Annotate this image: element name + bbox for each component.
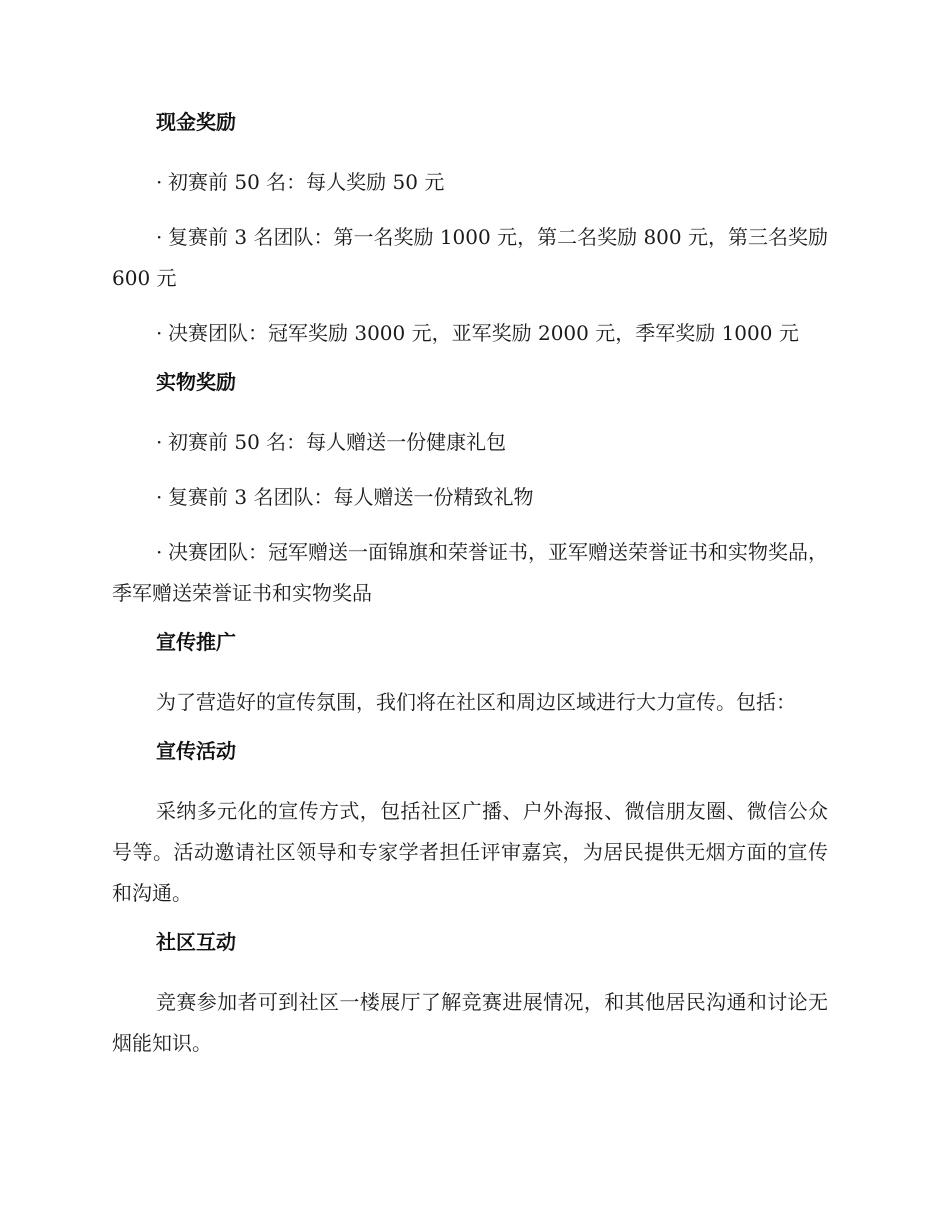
section-heading-promo-activities: 宣传活动 — [156, 739, 236, 763]
bullet-icon: · — [156, 540, 163, 564]
bullet-text: 复赛前 3 名团队：每人赠送一份精致礼物 — [168, 485, 534, 509]
section-heading-promotion: 宣传推广 — [156, 630, 236, 654]
section-heading-community-interaction: 社区互动 — [156, 930, 236, 954]
section-heading-physical-reward: 实物奖励 — [156, 370, 236, 394]
body-paragraph: 竞赛参加者可到社区一楼展厅了解竞赛进展情况，和其他居民沟通和讨论无烟能知识。 — [112, 990, 828, 1055]
bullet-text: 决赛团队：冠军赠送一面锦旗和荣誉证书，亚军赠送荣誉证书和实物奖品，季军赠送荣誉证书和实物奖品 — [112, 540, 828, 605]
bullet-item — [112, 477, 828, 518]
bullet-icon: · — [156, 170, 163, 194]
body-paragraph: 为了营造好的宣传氛围，我们将在社区和周边区域进行大力宣传。包括： — [156, 690, 796, 714]
document-body — [112, 108, 828, 1078]
bullet-icon: · — [156, 225, 163, 249]
section-heading-cash-reward: 现金奖励 — [156, 110, 236, 134]
bullet-icon: · — [156, 485, 163, 509]
bullet-text: 初赛前 50 名：每人奖励 50 元 — [168, 170, 445, 194]
bullet-icon: · — [156, 430, 163, 454]
bullet-item — [112, 217, 828, 299]
bullet-item — [112, 422, 828, 463]
bullet-item — [112, 162, 828, 203]
bullet-text: 决赛团队：冠军奖励 3000 元，亚军奖励 2000 元，季军奖励 1000 元 — [168, 321, 799, 345]
bullet-text: 初赛前 50 名：每人赠送一份健康礼包 — [168, 430, 507, 454]
bullet-text: 复赛前 3 名团队：第一名奖励 1000 元，第二名奖励 800 元，第三名奖励 600 元 — [112, 225, 828, 290]
bullet-item — [112, 313, 828, 354]
body-paragraph: 采纳多元化的宣传方式，包括社区广播、户外海报、微信朋友圈、微信公众号等。活动邀请社区领导和专家学者担任评审嘉宾，为居民提供无烟方面的宣传和沟通。 — [112, 799, 828, 905]
bullet-icon: · — [156, 321, 163, 345]
bullet-item — [112, 532, 828, 614]
